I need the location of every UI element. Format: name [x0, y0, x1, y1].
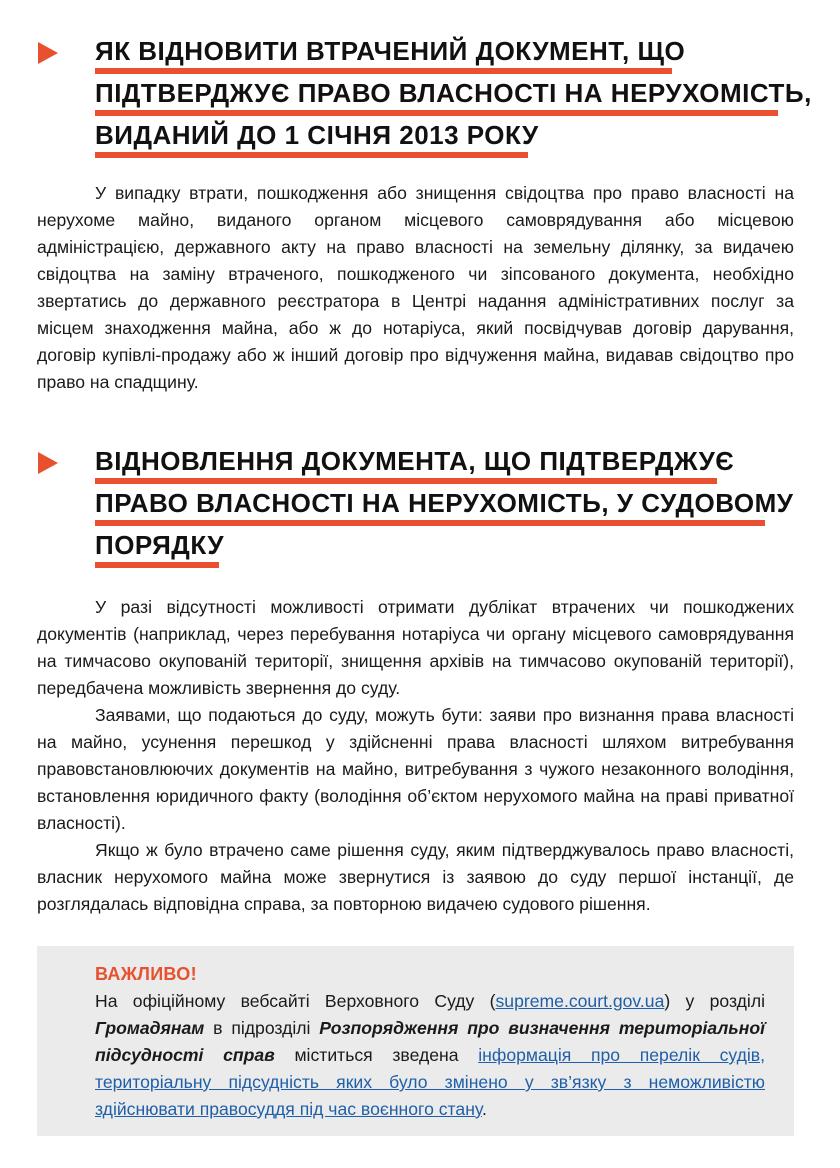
important-box [37, 946, 794, 1136]
heading-line: ВІДНОВЛЕННЯ ДОКУМЕНТА, ЩО ПІДТВЕРДЖУЄ [95, 446, 735, 476]
arrow-right-icon [38, 452, 58, 474]
heading-line: ПІДТВЕРДЖУЄ ПРАВО ВЛАСНОСТІ НА НЕРУХОМІСТЬ, [95, 78, 812, 108]
section-name: Громадянам [95, 1018, 205, 1038]
heading-underline [95, 562, 219, 568]
important-text [95, 988, 765, 1123]
heading-underline [95, 152, 528, 158]
subsection-name: Розпорядження про визначення територіальної підсудності справ [95, 1018, 765, 1065]
courts-list-link[interactable]: інформація про перелік судів, територіальну підсудність яких було змінено у зв’язку з неможливістю здійснювати правосуддя під час воєнного стану [95, 1045, 765, 1119]
important-title: ВАЖЛИВО! [95, 964, 197, 984]
section2-body [37, 594, 794, 918]
section2-heading [0, 440, 840, 570]
heading-underline [95, 68, 672, 74]
section1-body [37, 180, 794, 396]
heading-line: ПОРЯДКУ [95, 530, 225, 560]
paragraph: У випадку втрати, пошкодження або знищення свідоцтва про право власності на нерухоме майно, виданого органом місцевого самоврядування або місцевою адміністрацією, державного акту на право власності на земельну ділянку, за видачею свідоцтва на заміну втраченого, пошкодженого чи зіпсованого документа, необхідно звертатись до державного реєстратора в Центрі надання адміністративних послуг за місцем знаходження майна, або ж до нотаріуса, який посвідчував договір дарування, договір купівлі-продажу або ж інший договір про відчуження майна, видавав свідоцтво про право на спадщину. [37, 183, 794, 392]
heading-line: ВИДАНИЙ ДО 1 СІЧНЯ 2013 РОКУ [95, 120, 539, 150]
heading-underline [95, 520, 765, 526]
text-fragment: міститься зведена [274, 1045, 479, 1065]
heading-line: ЯК ВІДНОВИТИ ВТРАЧЕНИЙ ДОКУМЕНТ, ЩО [95, 36, 686, 66]
paragraph: Якщо ж було втрачено саме рішення суду, яким підтверджувалось право власності, власник нерухомого майна може звернутися із заявою до суду першої інстанції, де розглядалась відповідна справа, за повторною видачею судового рішення. [37, 840, 794, 914]
arrow-right-icon [38, 42, 58, 64]
text-fragment: ) у розділі [664, 991, 765, 1011]
paragraph: У разі відсутності можливості отримати дублікат втрачених чи пошкоджених документів (наприклад, через перебування нотаріуса чи органу місцевого самоврядування на тимчасово окупованій території, знищення архівів на тимчасово окупованій території), передбачена можливість звернення до суду. [37, 597, 794, 698]
section1-heading [0, 30, 840, 160]
heading-underline [95, 478, 717, 484]
supreme-court-link[interactable]: supreme.court.gov.ua [495, 991, 665, 1011]
heading-line: ПРАВО ВЛАСНОСТІ НА НЕРУХОМІСТЬ, У СУДОВОМУ [95, 488, 794, 518]
text-fragment: . [481, 1099, 487, 1119]
text-fragment: в підрозділі [204, 1018, 320, 1038]
heading-underline [95, 110, 778, 116]
paragraph: Заявами, що подаються до суду, можуть бути: заяви про визнання права власності на майно, усунення перешкод у здійсненні права власності шляхом витребування правовстановлюючих документів на майно, витребування з чужого незаконного володіння, встановлення юридичного факту (володіння об’єктом нерухомого майна на праві приватної власності). [37, 705, 794, 833]
text-fragment: На офіційному вебсайті Верховного Суду ( [95, 991, 496, 1011]
